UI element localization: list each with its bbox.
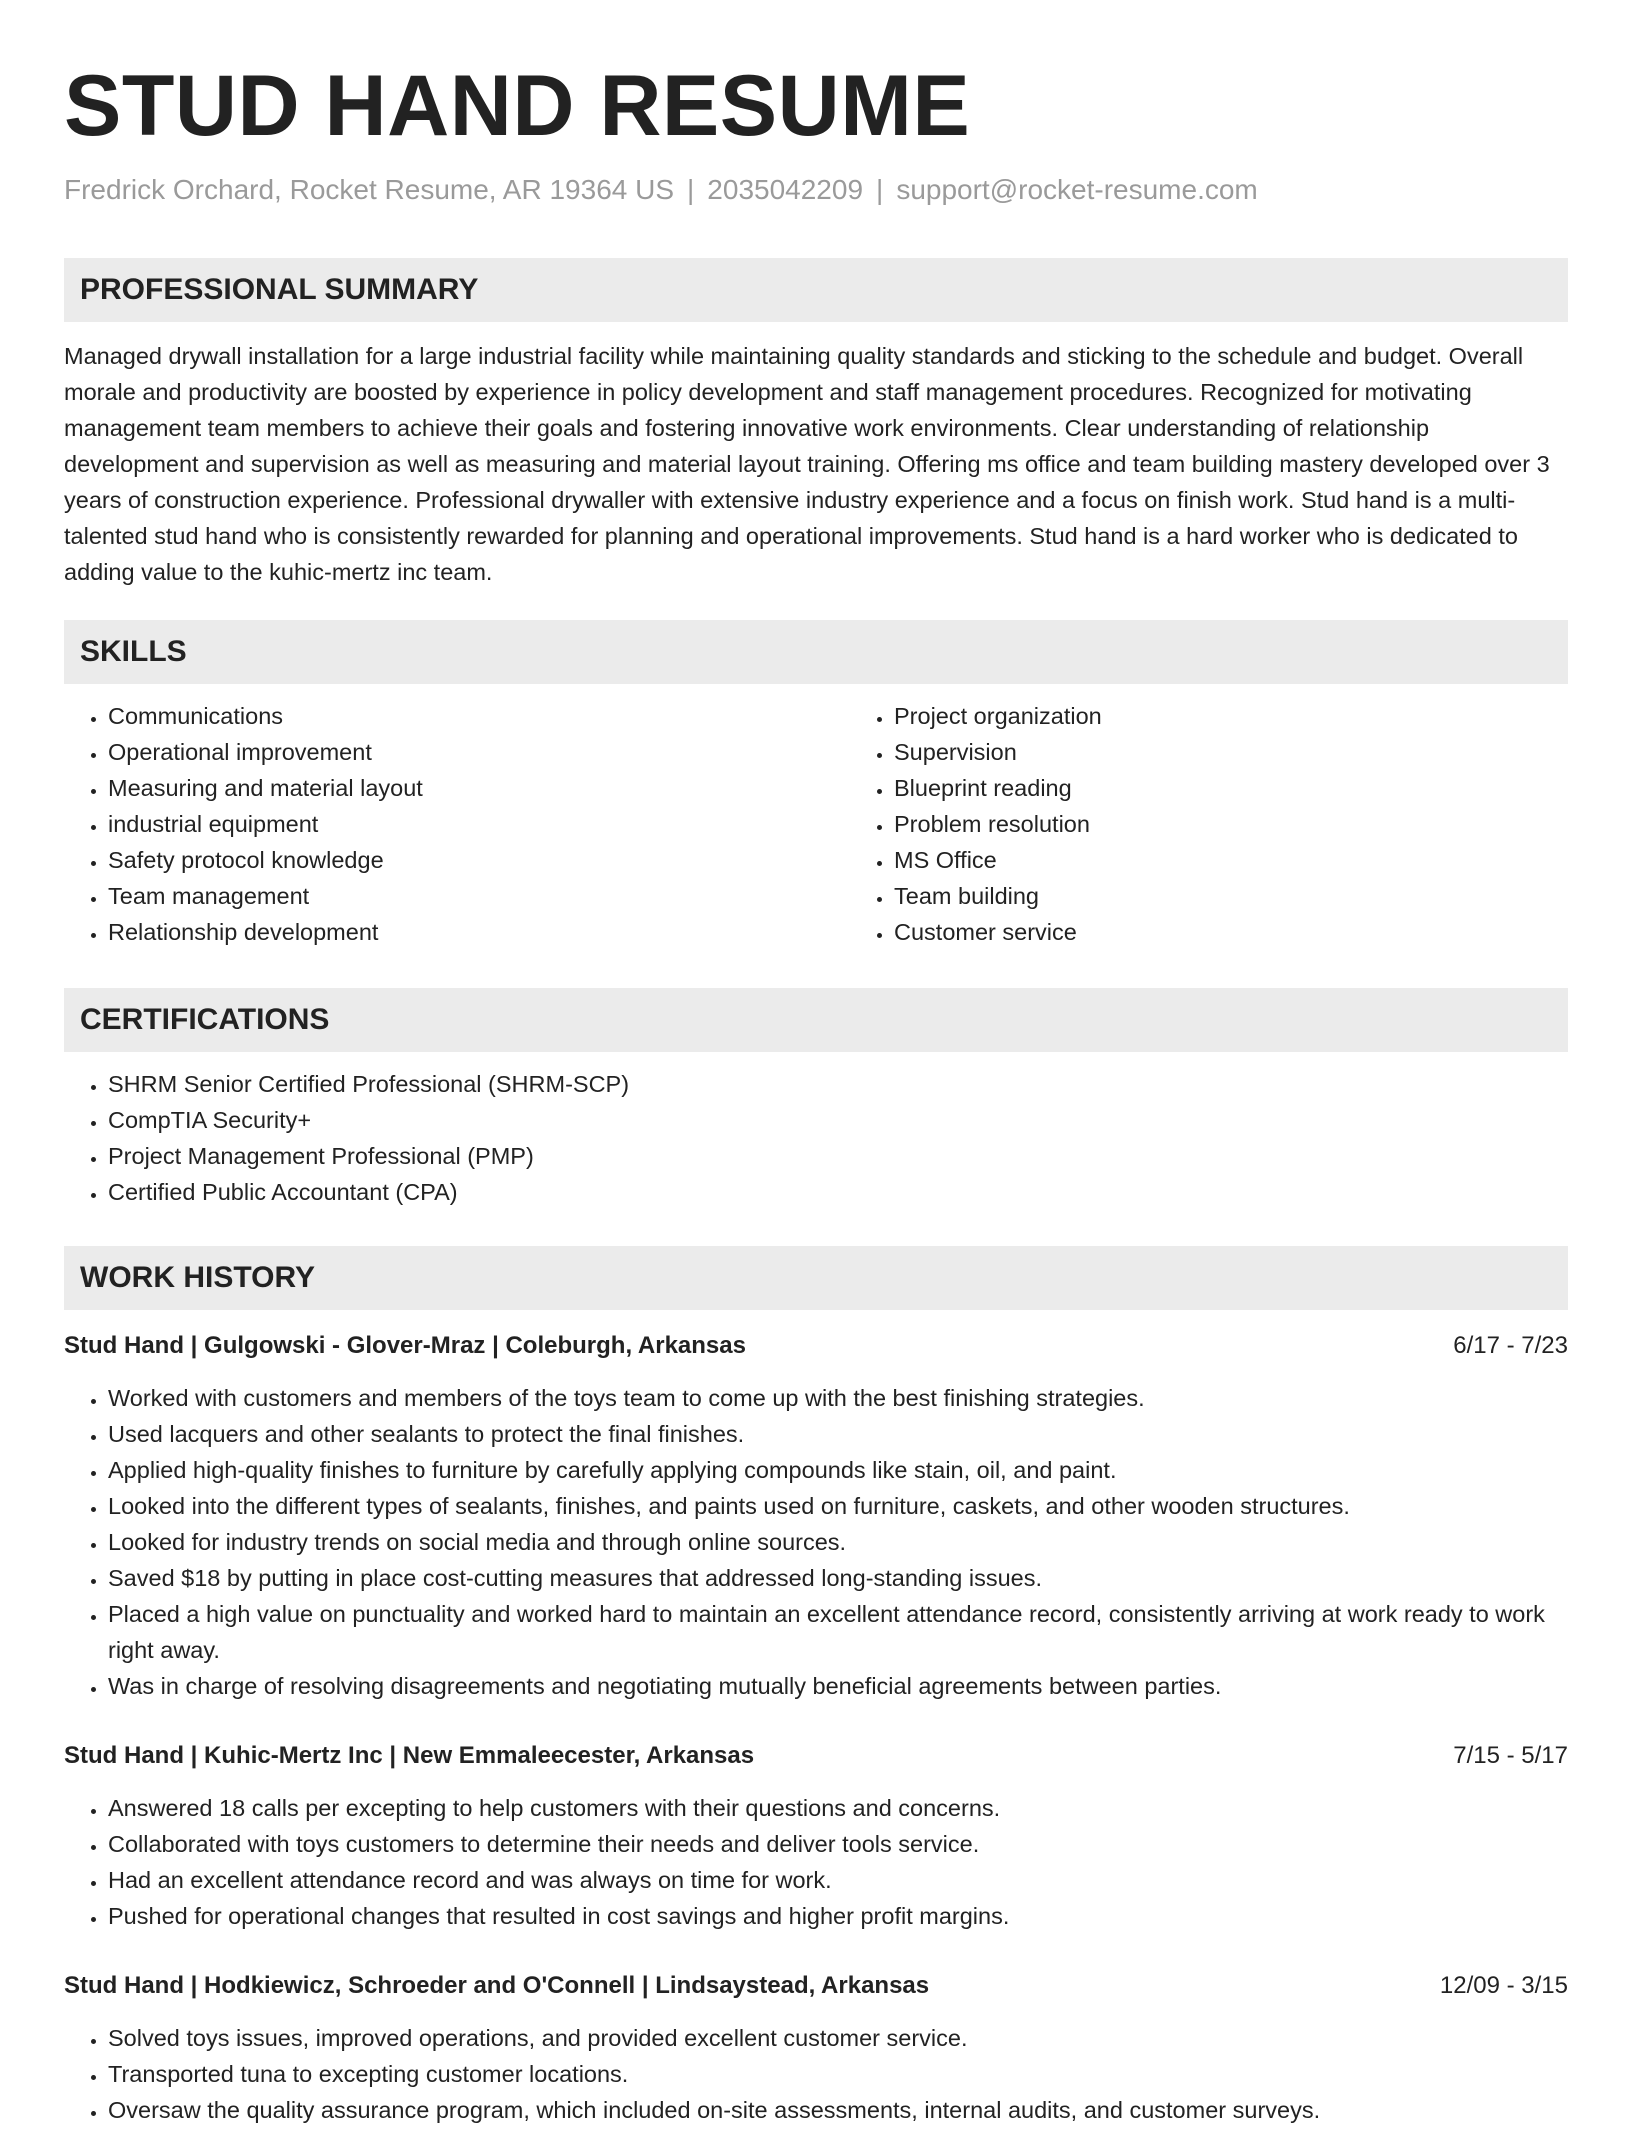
job-title: Stud Hand | Hodkiewicz, Schroeder and O'Connell | Lindsaystead, Arkansas	[64, 1972, 930, 1999]
skill-item: • Measuring and material layout	[108, 770, 850, 806]
job-bullet: • Saved $18 by putting in place cost-cutting measures that addressed long-standing issues.	[108, 1560, 1568, 1596]
summary-text: Managed drywall installation for a large industrial facility while maintaining quality standards and sticking to the schedule and budget. Overall morale and productivity are boosted by experience in policy development and staff management procedures. Recognized for motivating management team members to achieve their goals and fostering innovative work environments. Clear understanding of relationship development and supervision as well as measuring and material layout training. Offering ms office and team building mastery developed over 3 years of construction experience. Professional drywaller with extensive industry experience and a focus on finish work. Stud hand is a multi-talented stud hand who is consistently rewarded for planning and operational improvements. Stud hand is a hard worker who is dedicated to adding value to the kuhic-mertz inc team.	[64, 343, 1550, 585]
job-bullet: • Looked for industry trends on social media and through online sources.	[108, 1524, 1568, 1560]
job-bullet: • Used lacquers and other sealants to protect the final finishes.	[108, 1416, 1568, 1452]
job-bullet: • Collaborated with toys customers to determine their needs and deliver tools service.	[108, 1826, 1568, 1862]
job-header	[64, 1738, 1568, 1774]
skill-item: • Safety protocol knowledge	[108, 842, 850, 878]
contact-line	[64, 172, 1568, 208]
job-entry	[64, 1738, 1568, 1934]
skill-item: • Supervision	[894, 734, 1632, 770]
contact-separator: |	[687, 174, 695, 205]
job-title: Stud Hand | Kuhic-Mertz Inc | New Emmaleecester, Arkansas	[64, 1742, 755, 1769]
certification-item: • SHRM Senior Certified Professional (SHRM-SCP)	[108, 1066, 1568, 1102]
job-dates: 7/15 - 5/17	[1453, 1742, 1568, 1769]
contact-separator: |	[876, 174, 884, 205]
job-bullet: • Was in charge of resolving disagreements and negotiating mutually beneficial agreements between parties.	[108, 1668, 1568, 1704]
job-bullet: • Placed a high value on punctuality and worked hard to maintain an excellent attendance record, consistently arriving at work ready to work right away.	[108, 1596, 1568, 1668]
skill-item: • industrial equipment	[108, 806, 850, 842]
certifications-heading: CERTIFICATIONS	[64, 988, 1568, 1052]
skill-item: • Project organization	[894, 698, 1632, 734]
skill-item: • Operational improvement	[108, 734, 850, 770]
job-title: Stud Hand | Gulgowski - Glover-Mraz | Coleburgh, Arkansas	[64, 1332, 746, 1359]
job-bullet: • Applied high-quality finishes to furniture by carefully applying compounds like stain, oil, and paint.	[108, 1452, 1568, 1488]
job-bullet: • Answered 18 calls per excepting to help customers with their questions and concerns.	[108, 1790, 1568, 1826]
skill-item: • Blueprint reading	[894, 770, 1632, 806]
job-header	[64, 1968, 1568, 2004]
job-bullet: • Worked with customers and members of the toys team to come up with the best finishing strategies.	[108, 1380, 1568, 1416]
certification-item: • Certified Public Accountant (CPA)	[108, 1174, 1568, 1210]
job-bullet: • Had an excellent attendance record and was always on time for work.	[108, 1862, 1568, 1898]
summary-heading: PROFESSIONAL SUMMARY	[64, 258, 1568, 322]
job-dates: 6/17 - 7/23	[1453, 1332, 1568, 1359]
work-history-heading: WORK HISTORY	[64, 1246, 1568, 1310]
skill-item: • Customer service	[894, 914, 1632, 950]
contact-address: Fredrick Orchard, Rocket Resume, AR 19364 US	[64, 174, 675, 205]
contact-email: support@rocket-resume.com	[896, 174, 1258, 205]
contact-phone: 2035042209	[707, 174, 864, 205]
job-bullet: • Pushed for operational changes that resulted in cost savings and higher profit margins.	[108, 1898, 1568, 1934]
skill-item: • Communications	[108, 698, 850, 734]
skill-item: • MS Office	[894, 842, 1632, 878]
job-entry	[64, 1968, 1568, 2128]
job-bullets	[64, 1790, 1568, 1934]
certification-item: • Project Management Professional (PMP)	[108, 1138, 1568, 1174]
job-entry	[64, 1328, 1568, 1704]
skills-list-right	[850, 698, 1632, 950]
skill-item: • Team building	[894, 878, 1632, 914]
certifications-list	[64, 1066, 1568, 1210]
skill-item: • Team management	[108, 878, 850, 914]
skill-item: • Relationship development	[108, 914, 850, 950]
job-bullet: • Oversaw the quality assurance program, which included on-site assessments, internal audits, and customer surveys.	[108, 2092, 1568, 2128]
job-dates: 12/09 - 3/15	[1439, 1972, 1568, 1999]
job-bullet: • Solved toys issues, improved operations, and provided excellent customer service.	[108, 2020, 1568, 2056]
job-bullets	[64, 1380, 1568, 1704]
job-bullet: • Looked into the different types of sealants, finishes, and paints used on furniture, caskets, and other wooden structures.	[108, 1488, 1568, 1524]
resume-title: STUD HAND RESUME	[64, 58, 971, 154]
skills-heading: SKILLS	[64, 620, 1568, 684]
skill-item: • Problem resolution	[894, 806, 1632, 842]
job-bullet: • Transported tuna to excepting customer locations.	[108, 2056, 1568, 2092]
skills-list-left	[64, 698, 850, 950]
skills-columns	[64, 698, 1568, 950]
job-header	[64, 1328, 1568, 1364]
certification-item: • CompTIA Security+	[108, 1102, 1568, 1138]
